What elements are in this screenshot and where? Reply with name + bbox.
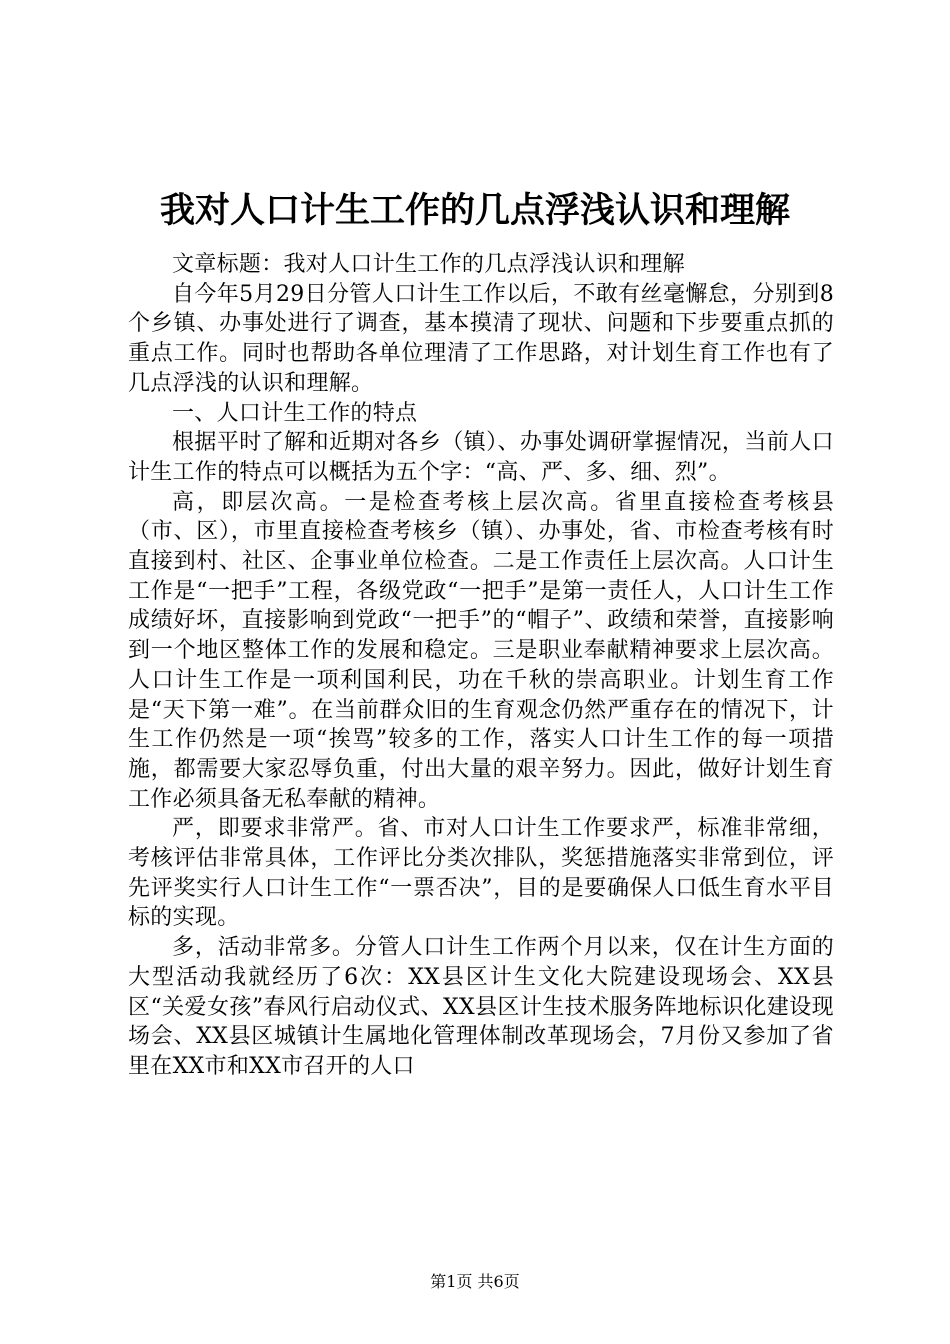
paragraph-strict: 严，即要求非常严。省、市对人口计生工作要求严，标准非常细，考核评估非常具体，工作评比分类次排队，奖惩措施落实非常到位，评先评奖实行人口计生工作“一票否决”，目的是要确保人口低生育水平目标的实现。: [128, 816, 834, 931]
section-heading: 一、人口计生工作的特点: [172, 400, 418, 426]
page-footer: 第1页 共6页: [430, 1272, 520, 1291]
paragraph-intro: 自今年5月29日分管人口计生工作以后，不敢有丝毫懈怠，分别到8个乡镇、办事处进行了调查，基本摸清了现状、问题和下步要重点抓的重点工作。同时也帮助各单位理清了工作思路，对计划生育工作也有了几点浮浅的认识和理解。: [128, 281, 834, 396]
paragraph-article-title: 文章标题：我对人口计生工作的几点浮浅认识和理解: [172, 252, 685, 277]
paragraph-many: 多，活动非常多。分管人口计生工作两个月以来，仅在计生方面的大型活动我就经历了6次：XX县区计生文化大院建设现场会、XX县区“关爱女孩”春风行启动仪式、XX县区计生技术服务阵地标识化建设现场会、XX县区城镇计生属地化管理体制改革现场会，7月份又参加了省里在XX市和XX市召开的人口: [128, 935, 834, 1079]
paragraph-overview: 根据平时了解和近期对各乡（镇）、办事处调研掌握情况，当前人口计生工作的特点可以概括为五个字：“高、严、多、细、烈”。: [128, 430, 834, 485]
paragraph-high: 高，即层次高。一是检查考核上层次高。省里直接检查考核县（市、区），市里直接检查考核乡（镇）、办事处，省、市检查考核有时直接到村、社区、企事业单位检查。二是工作责任上层次高。人口计生工作是“一把手”工程，各级党政“一把手”是第一责任人，人口计生工作成绩好坏，直接影响到党政“一把手”的“帽子”、政绩和荣誉，直接影响到一个地区整体工作的发展和稳定。三是职业奉献精神要求上层次高。人口计生工作是一项利国利民，功在千秋的崇高职业。计划生育工作是“天下第一难”。在当前群众旧的生育观念仍然严重存在的情况下，计生工作仍然是一项“挨骂”较多的工作，落实人口计生工作的每一项措施，都需要大家忍辱负重，付出大量的艰辛努力。因此，做好计划生育工作必须具备无私奉献的精神。: [128, 489, 834, 812]
document-title: 我对人口计生工作的几点浮浅认识和理解: [159, 190, 790, 231]
document-body: [128, 250, 834, 1082]
